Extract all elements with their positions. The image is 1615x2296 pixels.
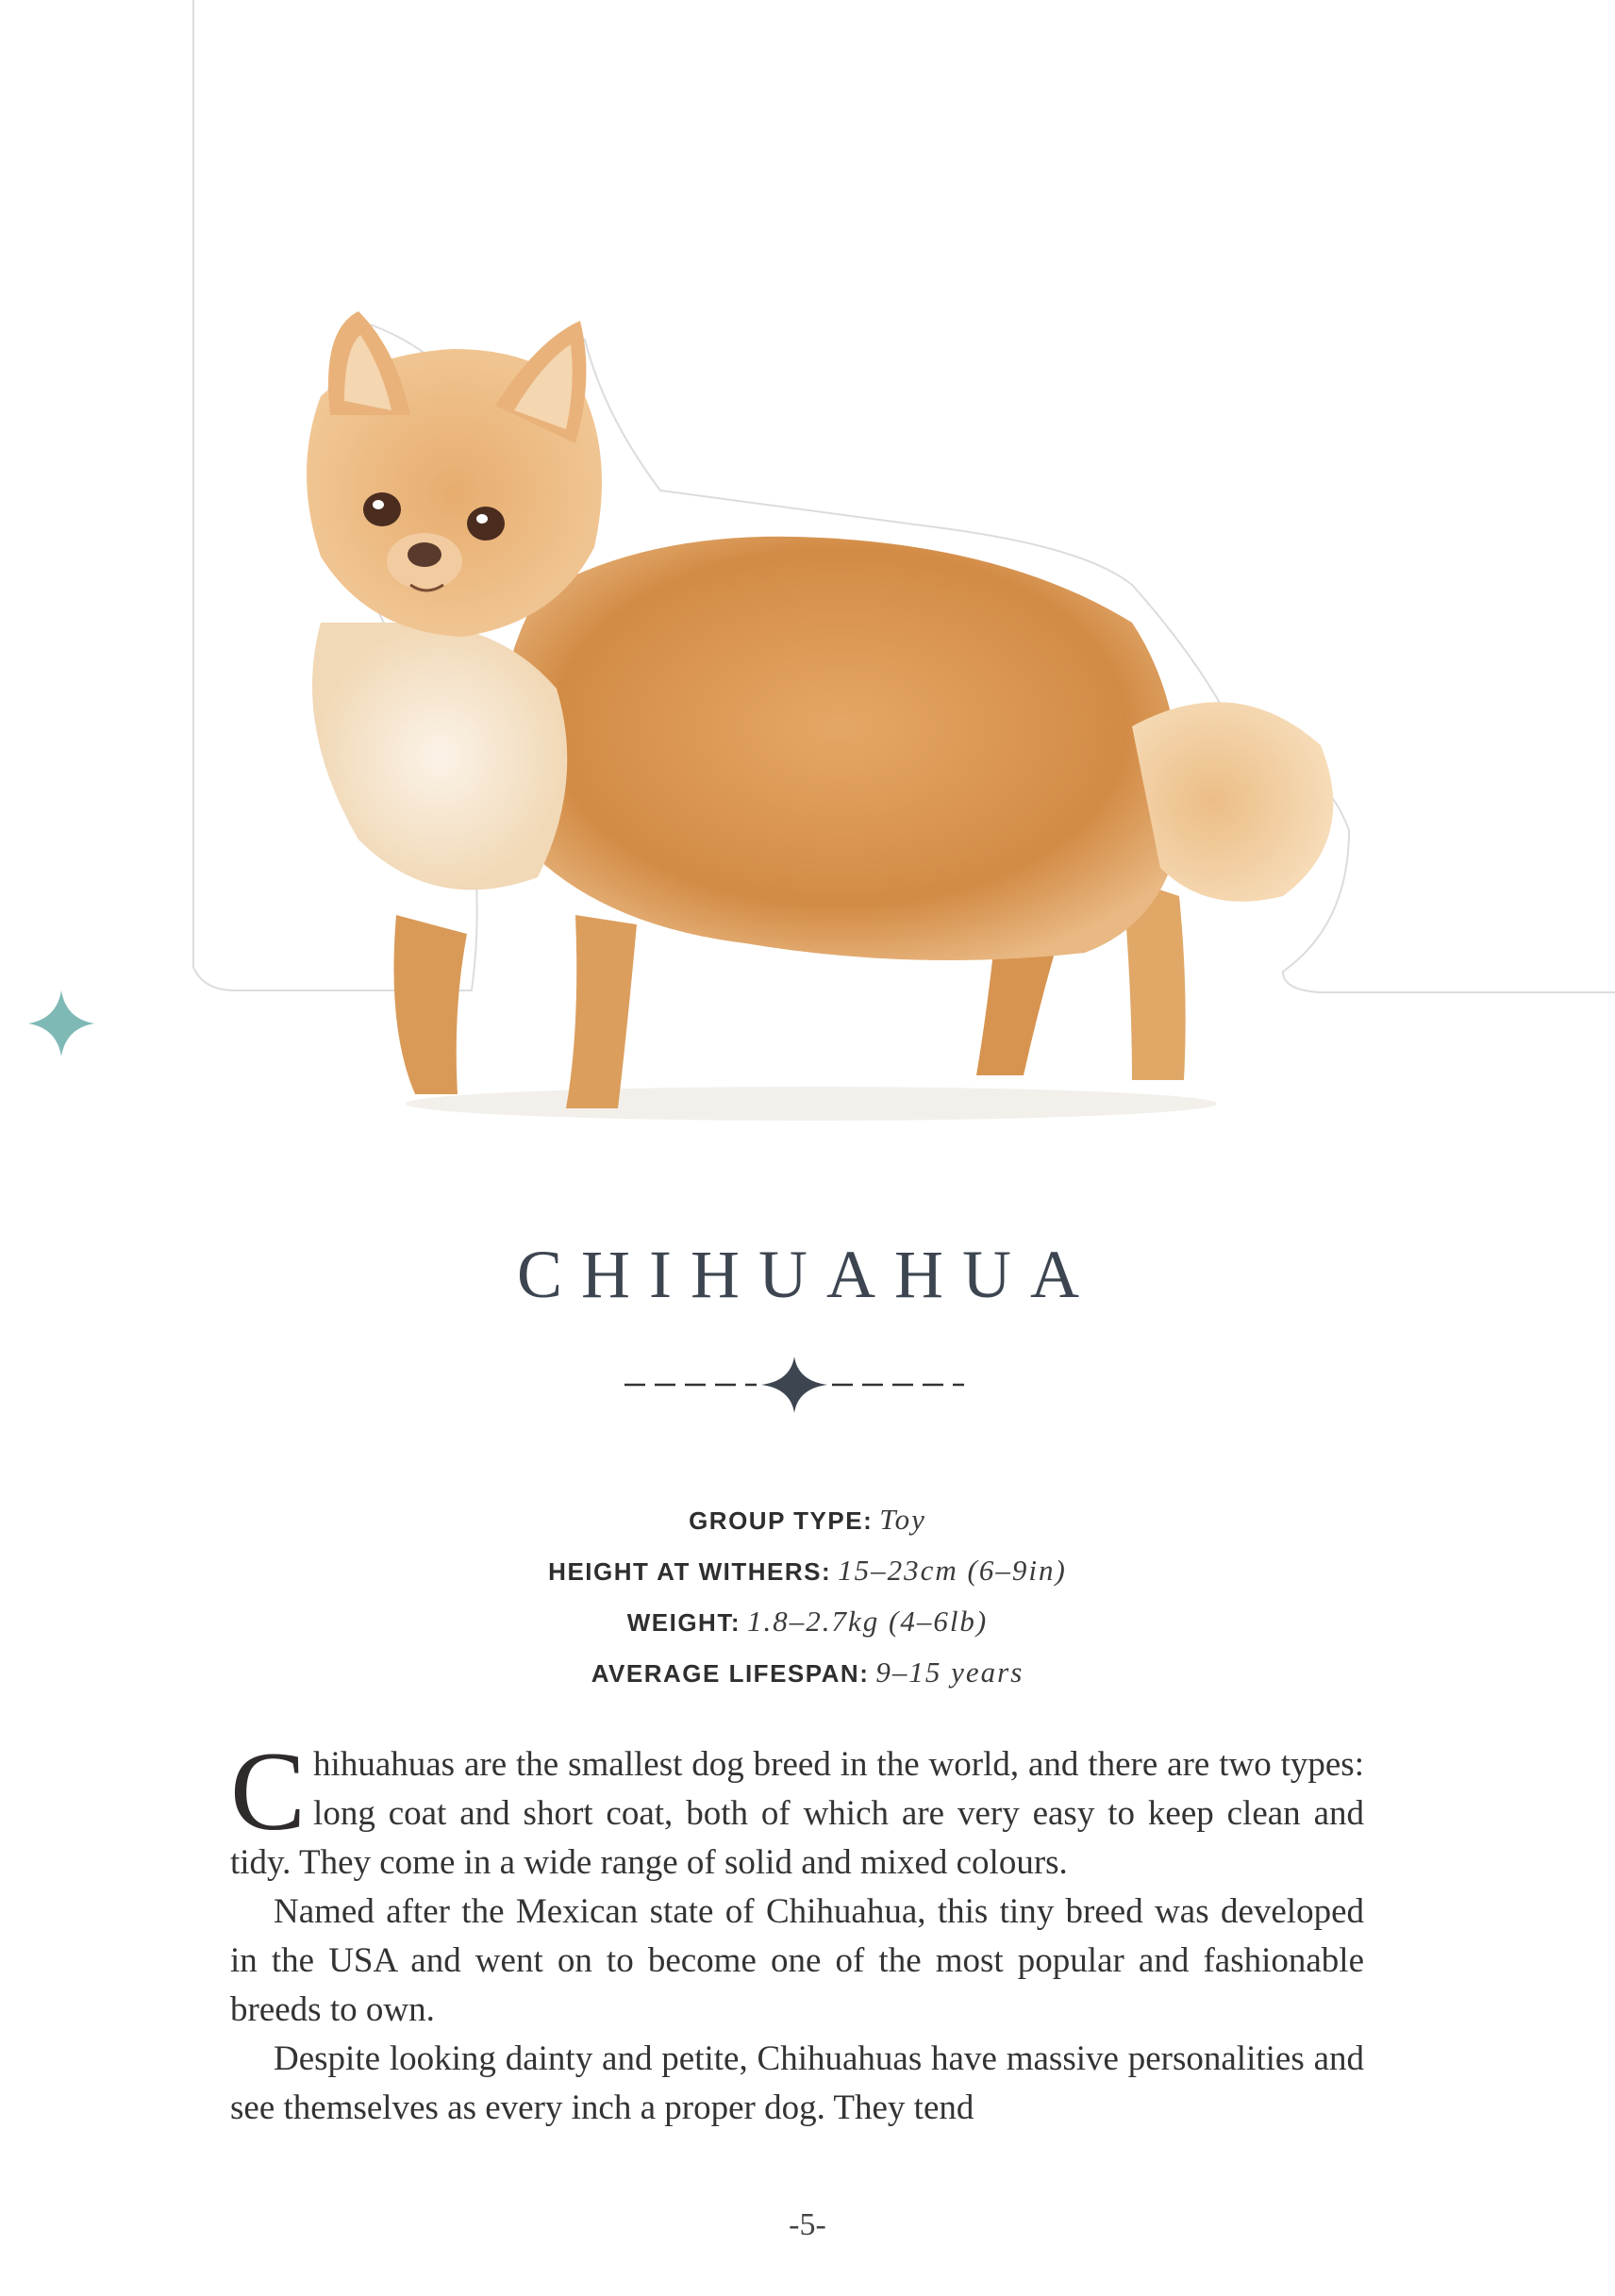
fact-label: WEIGHT: (626, 1608, 741, 1637)
diamond-divider-icon (624, 1356, 964, 1413)
breed-title: CHIHUAHUA (517, 1237, 1098, 1313)
paragraph (230, 1728, 1364, 1888)
fact-label: GROUP TYPE: (689, 1506, 874, 1535)
paragraph: Despite looking dainty and petite, Chihuahuas have massive personalities and see themselves as every inch a proper dog. They tend (230, 2039, 1364, 2127)
paragraph: Named after the Mexican state of Chihuahua, this tiny breed was developed in the USA and went on to become one of the most popular and fashionable breeds to own. (230, 1892, 1364, 2029)
fact-label: HEIGHT AT WITHERS: (548, 1557, 832, 1586)
fact-value: Toy (879, 1503, 926, 1536)
body-text (230, 1728, 1364, 2133)
paragraph-text: hihuahuas are the smallest dog breed in the world, and there are two types: long coat and short coat, both of which are very easy to keep clean and tidy. They come in a wide range of solid and mixed colours. (230, 1745, 1364, 1882)
page-number: -5- (789, 2207, 826, 2242)
chihuahua-illustration (255, 311, 1358, 1141)
fact-value: 15–23cm (6–9in) (838, 1554, 1067, 1587)
breed-facts (0, 1495, 1615, 1699)
fact-value: 1.8–2.7kg (4–6lb) (746, 1605, 989, 1638)
drop-cap: C (230, 1728, 307, 1854)
fact-lifespan (0, 1648, 1615, 1699)
fact-label: AVERAGE LIFESPAN: (591, 1659, 870, 1688)
sparkle-icon (28, 990, 94, 1056)
fact-weight (0, 1597, 1615, 1648)
fact-group-type (0, 1495, 1615, 1546)
fact-height (0, 1546, 1615, 1597)
fact-value: 9–15 years (875, 1655, 1024, 1689)
